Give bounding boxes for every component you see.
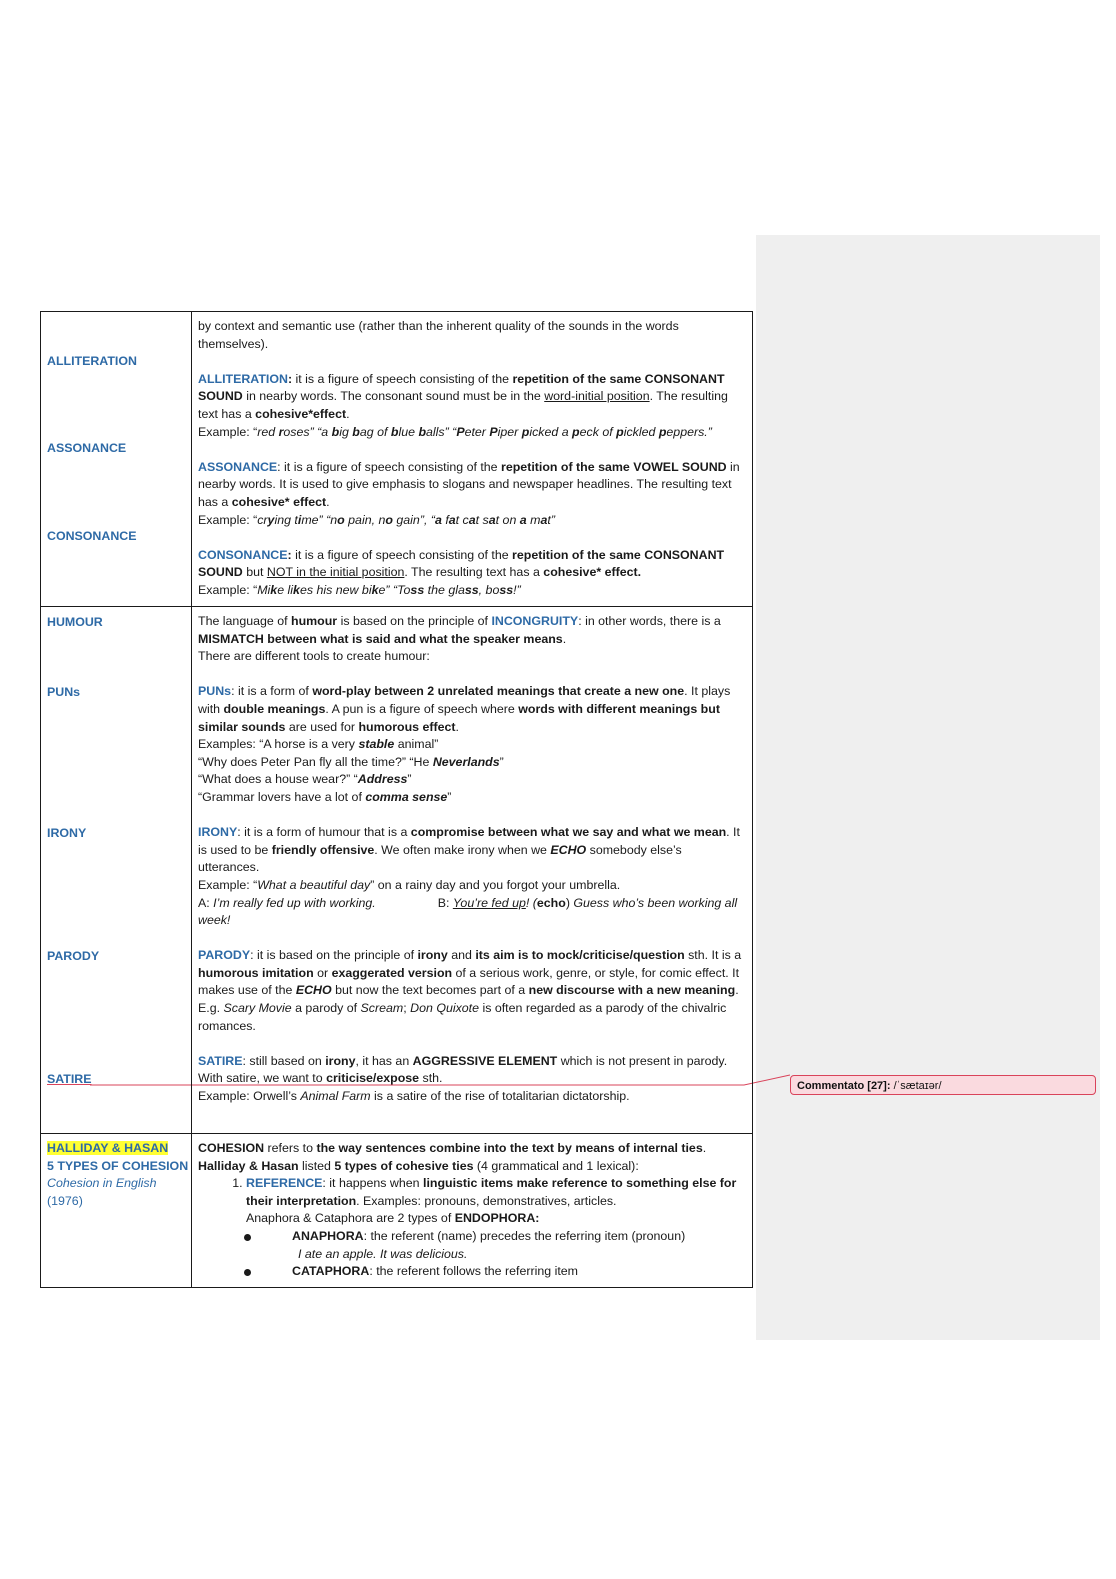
parody-paragraph: PARODY: it is based on the principle of irony and its aim is to mock/criticise/question sth. It is a humorous imitation or exaggerated version of a serious work, genre, or style, for comic effect. It makes use of the ECHO but now the text becomes part of a new discourse with a new meaning. <box>198 948 742 998</box>
irony-dialogue: A: I’m really fed up with working. B: You’re fed up! (echo) Guess who’s been working all week! <box>198 895 738 928</box>
cohesive-ties-intro: Halliday & Hasan listed 5 types of cohesive ties (4 grammatical and 1 lexical): <box>198 1158 639 1173</box>
puns-paragraph: PUNs: it is a form of word-play between 2 unrelated meanings that create a new one. It plays with double meanings. A pun is a figure of speech where words with different meanings but similar sounds are used for humorous effect. <box>198 684 731 734</box>
bullet-icon <box>244 1234 251 1241</box>
satire-line: With satire, we want to criticise/expose sth. <box>198 1071 443 1086</box>
terms-cell <box>41 1134 192 1288</box>
irony-paragraph: IRONY: it is a form of humour that is a compromise between what we say and what we mean. It is used to be friendly offensive. We often make irony when we ECHO somebody else’s utterances. <box>198 825 740 875</box>
alliteration-paragraph: ALLITERATION: it is a figure of speech consisting of the repetition of the same CONSONANT SOUND in nearby words. The consonant sound must be in the word-initial position. The resulting text has a cohesive*effect. <box>198 371 728 421</box>
pun-example: Examples: “A horse is a very stable animal” <box>198 737 439 752</box>
term-alliteration: ALLITERATION <box>47 354 137 368</box>
term-assonance: ASSONANCE <box>47 441 127 455</box>
assonance-paragraph: ASSONANCE: it is a figure of speech consisting of the repetition of the same VOWEL SOUND in nearby words. It is used to give emphasis to slogans and newspaper headlines. The resulting text has a cohesive* effect. <box>198 459 740 509</box>
parody-example: E.g. Scary Movie a parody of Scream; Don Quixote is often regarded as a parody of the chivalric romances. <box>198 1001 727 1033</box>
list-item: CATAPHORA: the referent follows the referring item <box>244 1263 746 1281</box>
notes-table <box>40 311 753 1288</box>
term-humour: HUMOUR <box>47 615 103 629</box>
term-puns: PUNs <box>47 685 81 699</box>
cohesion-types-list <box>198 1175 746 1228</box>
bullet-icon <box>244 1269 251 1276</box>
cohesion-definition: COHESION refers to the way sentences combine into the text by means of internal ties. <box>198 1141 707 1155</box>
consonance-paragraph: CONSONANCE: it is a figure of speech consisting of the repetition of the same CONSONANT SOUND but NOT in the initial position. The resulting text has a cohesive* effect. <box>198 547 725 580</box>
content-cell <box>192 1134 753 1288</box>
irony-example: Example: “What a beautiful day” on a rainy day and you forgot your umbrella. <box>198 877 621 892</box>
term-consonance: CONSONANCE <box>47 529 137 543</box>
term-satire: SATIRE <box>47 1072 92 1086</box>
content-cell <box>192 607 753 1134</box>
satire-example: Example: Orwell’s Animal Farm is a satire of the rise of totalitarian dictatorship. <box>198 1089 630 1104</box>
satire-paragraph: SATIRE: still based on irony, it has an AGGRESSIVE ELEMENT which is not present in parody. <box>198 1053 728 1068</box>
terms-cell <box>41 607 192 1134</box>
term-parody: PARODY <box>47 949 100 963</box>
table-row <box>41 607 753 1134</box>
endophora-list <box>198 1263 746 1281</box>
table-row <box>41 1134 753 1288</box>
term-irony: IRONY <box>47 826 87 840</box>
pun-example: “Why does Peter Pan fly all the time?” “He Neverlands” <box>198 754 504 769</box>
alliteration-example: Example: “red roses” “a big bag of blue balls” “Peter Piper picked a peck of pickled peppers.” <box>198 424 712 439</box>
comment-text: /ˈsætaɪər/ <box>890 1080 942 1092</box>
terms-cell <box>41 312 192 607</box>
cohesion-types-label: 5 TYPES OF COHESION <box>47 1158 189 1173</box>
assonance-example: Example: “crying time” “no pain, no gain”, “a fat cat sat on a mat” <box>198 512 555 527</box>
halliday-hasan-title: HALLIDAY & HASAN <box>47 1141 169 1155</box>
book-title: Cohesion in English <box>47 1176 157 1191</box>
pun-example: “What does a house wear?” “Address” <box>198 772 412 787</box>
book-year: (1976) <box>47 1193 83 1208</box>
comment-pane <box>756 235 1100 1340</box>
list-item: ANAPHORA: the referent (name) precedes the referring item (pronoun) <box>244 1228 746 1246</box>
content-cell <box>192 312 753 607</box>
endophora-list <box>198 1228 746 1246</box>
humour-tools-line: There are different tools to create humour: <box>198 649 430 664</box>
consonance-example: Example: “Mike likes his new bike” “Toss the glass, boss!” <box>198 582 521 597</box>
table-row <box>41 312 753 607</box>
intro-paragraph: by context and semantic use (rather than the inherent quality of the sounds in the words themselves). <box>198 319 679 351</box>
comment-label: Commentato [27]: <box>797 1080 891 1092</box>
list-item: 1. REFERENCE: it happens when linguistic items make reference to something else for their interpretation. Examples: pronouns, demonstratives, articles. Anaphora & Cataphora are 2 types of ENDOPHORA: <box>246 1175 746 1228</box>
humour-paragraph: The language of humour is based on the principle of INCONGRUITY: in other words, there is a MISMATCH between what is said and what the speaker means. <box>198 614 721 646</box>
pun-example: “Grammar lovers have a lot of comma sense” <box>198 789 452 804</box>
comment-balloon[interactable] <box>790 1075 1096 1095</box>
anaphora-example: I ate an apple. It was delicious. <box>298 1246 468 1261</box>
